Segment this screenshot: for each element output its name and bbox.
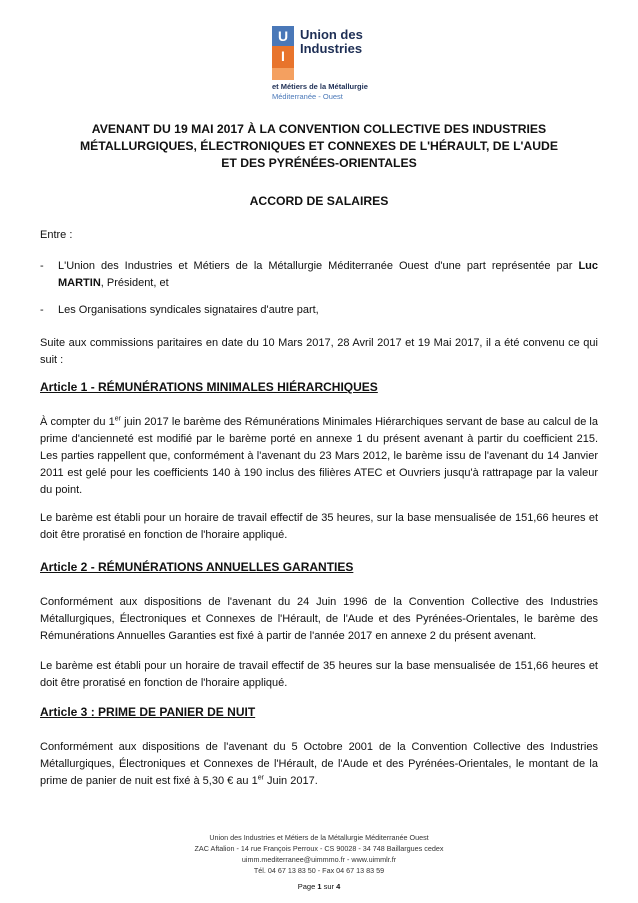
article-3-p1-sup: er — [257, 774, 264, 782]
list-bullet: - — [40, 304, 44, 316]
page-footer — [140, 832, 498, 876]
logo-name — [300, 28, 363, 56]
party-1-role: , Président, et — [100, 277, 169, 289]
article-1-p1-start: À compter du 1 — [40, 416, 115, 428]
party-1-text — [58, 258, 598, 292]
party-2 — [40, 302, 598, 319]
party-1-desc: L'Union des Industries et Métiers de la Métallurgie Méditerranée Ouest d'une part représentée par — [58, 260, 573, 272]
article-3-heading: Article 3 : PRIME DE PANIER DE NUIT — [40, 705, 256, 719]
intro-entre: Entre : — [40, 229, 73, 241]
intro-suite: Suite aux commissions paritaires en date du 10 Mars 2017, 28 Avril 2017 et 19 Mai 2017, il a été convenu ce qui suit : — [40, 337, 598, 366]
article-1-paragraph-1 — [40, 414, 598, 499]
article-2-paragraph-2: Le barème est établi pour un horaire de travail effectif de 35 heures sur la base mensualisée de 151,66 heures et doit être proratisé en fonction de l'horaire appliqué. — [40, 660, 598, 689]
logo-color-block — [272, 68, 294, 80]
page-current: 1 — [317, 882, 322, 891]
footer-org-name: Union des Industries et Métiers de la Métallurgie Méditerranée Ouest — [209, 833, 429, 842]
document-subtitle: ACCORD DE SALAIRES — [249, 194, 389, 208]
article-1-heading: Article 1 - RÉMUNÉRATIONS MINIMALES HIÉRARCHIQUES — [40, 380, 378, 394]
logo-region: Méditerranée - Ouest — [272, 92, 343, 101]
article-3-p1-rest: Juin 2017. — [263, 775, 318, 787]
party-1 — [40, 258, 598, 292]
article-2-heading: Article 2 - RÉMUNÉRATIONS ANNUELLES GARANTIES — [40, 560, 354, 574]
list-bullet: - — [40, 260, 44, 272]
title-line1: AVENANT DU 19 MAI 2017 À LA CONVENTION COLLECTIVE DES INDUSTRIES — [91, 122, 547, 136]
article-3-paragraph-1 — [40, 739, 598, 790]
article-3-p1-start: Conformément aux dispositions de l'avenant du 5 Octobre 2001 de la Convention Collective des Industries Métallurgiques, Électroniques et Connexes de l'Hérault, de l'Aude et des Pyrénées-Orientales, le montant de la prime de panier de nuit est fixé à 5,30 € au 1 — [40, 741, 598, 787]
page-prefix: Page — [297, 882, 318, 891]
article-1-p1-rest: juin 2017 le barème des Rémunérations Minimales Hiérarchiques servant de base au calcul de la prime d'ancienneté est modifié par le barème porté en annexe 1 du présent avenant à partir du coefficient 215. Les parties rappellent que, conformément à l'avenant du 23 Mars 2012, le barème issu de l'avenant du 14 Janvier 2011 est gelé pour les coefficients 140 à 190 inclus des filières ATEC et Ouvriers jusqu'à rattrapage par la valeur du point. — [40, 416, 598, 496]
logo-letter-i: I — [272, 46, 294, 68]
article-1-paragraph-2: Le barème est établi pour un horaire de travail effectif de 35 heures, sur la base mensualisée de 151,66 heures et doit être proratisé en fonction de l'horaire appliqué. — [40, 512, 598, 541]
title-line3: ET DES PYRÉNÉES-ORIENTALES — [221, 156, 417, 170]
article-2-paragraph-1: Conformément aux dispositions de l'avenant du 24 Juin 1996 de la Convention Collective des Industries Métallurgiques, Électroniques et Connexes de l'Hérault, de l'Aude et des Pyrénées-Orientales, le barème des Rémunérations Annuelles Garanties est fixé à partir de l'année 2017 en annexe 2 du présent avenant. — [40, 596, 598, 642]
page-number — [0, 882, 638, 891]
party-1-name: Luc MARTIN — [58, 260, 598, 289]
title-line2: MÉTALLURGIQUES, ÉLECTRONIQUES ET CONNEXES DE L'HÉRAULT, DE L'AUDE — [80, 139, 558, 153]
uimm-logo — [272, 22, 382, 106]
article-1-p1-sup: er — [114, 415, 121, 423]
footer-phone: Tél. 04 67 13 83 50 - Fax 04 67 13 83 59 — [253, 866, 385, 875]
logo-subtitle: et Métiers de la Métallurgie — [272, 82, 368, 91]
page-middle: sur — [321, 882, 337, 891]
logo-name-line2: Industries — [300, 41, 363, 56]
party-2-text: Les Organisations syndicales signataires d'autre part, — [58, 304, 319, 316]
footer-contact: uimm.mediterranee@uimmmo.fr - www.uimmlr.fr — [241, 855, 397, 864]
footer-address: ZAC Aftalion - 14 rue François Perroux - CS 90028 - 34 748 Baillargues cedex — [194, 844, 444, 853]
page-total: 4 — [336, 882, 341, 891]
document-title — [40, 121, 598, 172]
logo-letter-u: U — [272, 26, 294, 46]
logo-blocks — [272, 26, 294, 80]
logo-name-line1: Union des — [300, 27, 363, 42]
